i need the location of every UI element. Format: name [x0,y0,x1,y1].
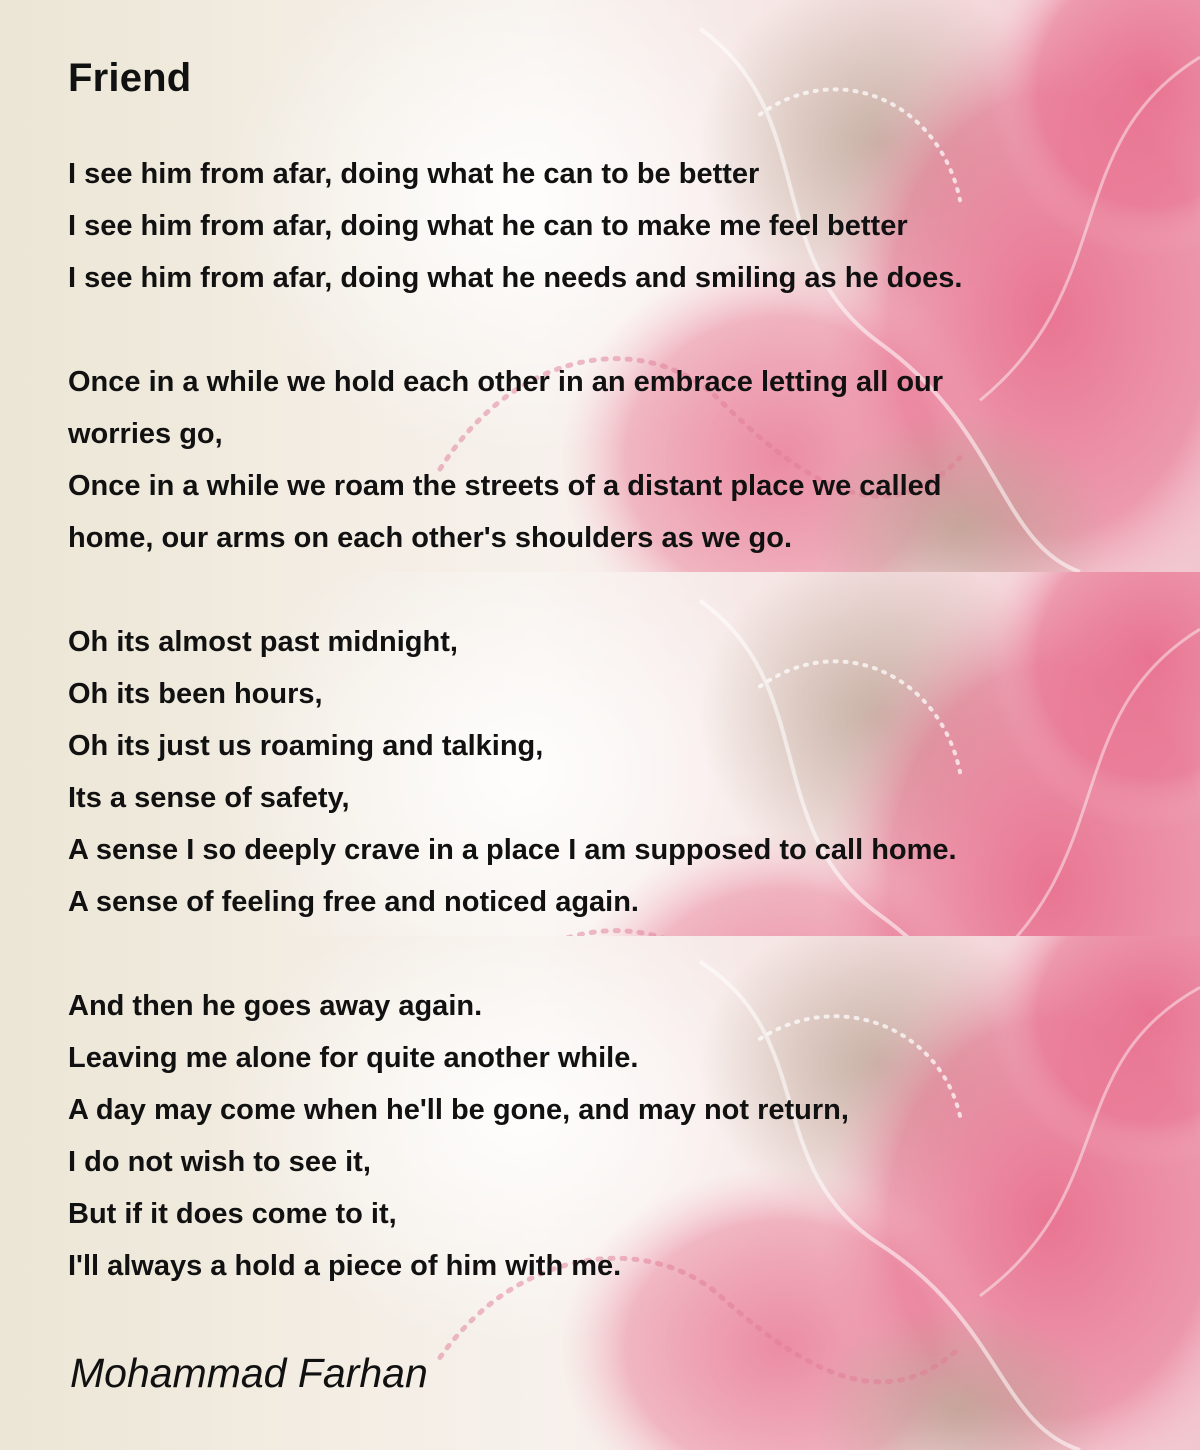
poem-line: Oh its been hours, [68,678,323,710]
poem-line: Once in a while we roam the streets of a distant place we called [68,470,942,502]
poem-stanza [68,980,1148,1292]
poem-body [68,148,1148,1344]
poem-line: Once in a while we hold each other in an embrace letting all our [68,366,944,398]
poem-line: Oh its just us roaming and talking, [68,730,544,762]
poem-line: worries go, [68,418,223,450]
poem-line: Leaving me alone for quite another while. [68,1042,639,1074]
poem-line: Oh its almost past midnight, [68,626,458,658]
poem-line: I see him from afar, doing what he can to make me feel better [68,210,908,242]
poem-line: I'll always a hold a piece of him with me. [68,1250,622,1282]
poem-line: A day may come when he'll be gone, and may not return, [68,1094,849,1126]
poem-line: I see him from afar, doing what he can to be better [68,158,760,190]
poem-line: I do not wish to see it, [68,1146,371,1178]
poem-line: But if it does come to it, [68,1198,397,1230]
poem-stanza [68,148,1148,304]
poem-author: Mohammad Farhan [70,1350,428,1396]
poem-line: home, our arms on each other's shoulders as we go. [68,522,793,554]
poem-line: I see him from afar, doing what he needs and smiling as he does. [68,262,963,294]
poem-line: Its a sense of safety, [68,782,350,814]
poem-title: Friend [68,56,192,100]
poem-line: A sense of feeling free and noticed again. [68,886,639,918]
poem-line: And then he goes away again. [68,990,483,1022]
poem-line: A sense I so deeply crave in a place I am supposed to call home. [68,834,957,866]
poem-stanza [68,616,1148,928]
poem-stanza [68,356,1148,564]
